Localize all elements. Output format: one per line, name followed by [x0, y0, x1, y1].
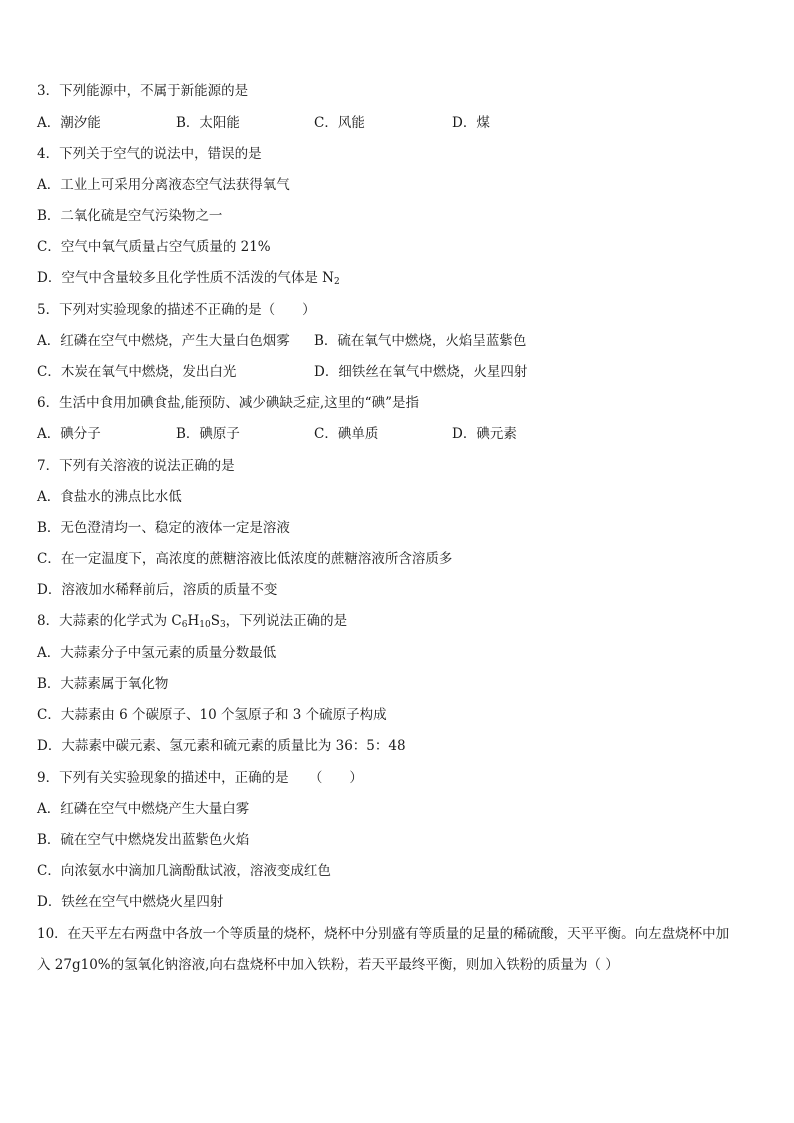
q8-option-b: B．大蒜素属于氧化物: [37, 676, 169, 692]
q8-stem-h: H: [187, 613, 200, 629]
q9-option-d: D．铁丝在空气中燃烧火星四射: [37, 894, 224, 910]
q4-option-a: A．工业上可采用分离液态空气法获得氧气: [37, 177, 290, 193]
q6-option-b: B．碘原子: [176, 426, 240, 442]
q4-option-b: B．二氧化硫是空气污染物之一: [37, 208, 223, 224]
q8-sub-s: 3: [219, 620, 226, 630]
q10-stem-line-1: 10．在天平左右两盘中各放一个等质量的烧杯，烧杯中分别盛有等质量的足量的稀硫酸，天平平衡。向左盘烧杯中加: [37, 926, 730, 942]
q8-stem-pre: 8．大蒜素的化学式为 C: [37, 613, 182, 629]
q3-option-a: A．潮汐能: [37, 115, 101, 131]
q8-stem: [37, 612, 347, 630]
q7-option-c: C．在一定温度下，高浓度的蔗糖溶液比低浓度的蔗糖溶液所含溶质多: [37, 551, 453, 567]
q6-option-a: A．碘分子: [37, 426, 101, 442]
q9-option-c: C．向浓氨水中滴加几滴酚酞试液，溶液变成红色: [37, 863, 331, 879]
q4-option-c: C．空气中氧气质量占空气质量的 21%: [37, 239, 271, 255]
q4-option-d: [37, 269, 340, 287]
q8-option-c: C．大蒜素由 6 个碳原子、10 个氢原子和 3 个硫原子构成: [37, 707, 387, 723]
q3-stem: 3．下列能源中，不属于新能源的是: [37, 83, 249, 99]
q8-stem-s: S: [210, 613, 220, 629]
q8-option-d: D．大蒜素中碳元素、氢元素和硫元素的质量比为 36：5：48: [37, 738, 406, 754]
q5-option-c: C．木炭在氧气中燃烧，发出白光: [37, 364, 237, 380]
q7-option-d: D．溶液加水稀释前后，溶质的质量不变: [37, 582, 278, 598]
q10-stem-line-2: 入 27g10%的氢氧化钠溶液,向右盘烧杯中加入铁粉，若天平最终平衡，则加入铁粉的质量为（ ）: [37, 957, 619, 973]
q3-option-c: C．风能: [314, 115, 365, 131]
q9-option-b: B．硫在空气中燃烧发出蓝紫色火焰: [37, 832, 250, 848]
q4-stem: 4．下列关于空气的说法中，错误的是: [37, 146, 262, 162]
q8-option-a: A．大蒜素分子中氢元素的质量分数最低: [37, 645, 277, 661]
q9-option-a: A．红磷在空气中燃烧产生大量白雾: [37, 801, 250, 817]
q8-sub-h: 10: [199, 620, 211, 630]
q4-option-d-subscript: 2: [333, 277, 340, 287]
q7-option-b: B．无色澄清均一、稳定的液体一定是溶液: [37, 520, 290, 536]
q8-stem-post: ，下列说法正确的是: [225, 613, 348, 629]
q4-option-d-text: D．空气中含量较多且化学性质不活泼的气体是 N: [37, 270, 334, 286]
q3-option-b: B．太阳能: [176, 115, 240, 131]
q6-option-c: C．碘单质: [314, 426, 379, 442]
q7-stem: 7．下列有关溶液的说法正确的是: [37, 458, 235, 474]
q6-option-d: D．碘元素: [452, 426, 517, 442]
q7-option-a: A．食盐水的沸点比水低: [37, 489, 182, 505]
q9-stem: 9．下列有关实验现象的描述中，正确的是 （ ）: [37, 770, 363, 786]
q5-option-b: B．硫在氧气中燃烧，火焰呈蓝紫色: [314, 333, 527, 349]
q3-option-d: D．煤: [452, 115, 490, 131]
q5-option-a: A．红磷在空气中燃烧，产生大量白色烟雾: [37, 333, 290, 349]
q5-option-d: D．细铁丝在氧气中燃烧，火星四射: [314, 364, 528, 380]
q8-sub-c: 6: [181, 620, 188, 630]
q6-stem: 6．生活中食用加碘食盐,能预防、减少碘缺乏症,这里的“碘”是指: [37, 395, 419, 411]
q5-stem: 5．下列对实验现象的描述不正确的是（ ）: [37, 302, 316, 318]
